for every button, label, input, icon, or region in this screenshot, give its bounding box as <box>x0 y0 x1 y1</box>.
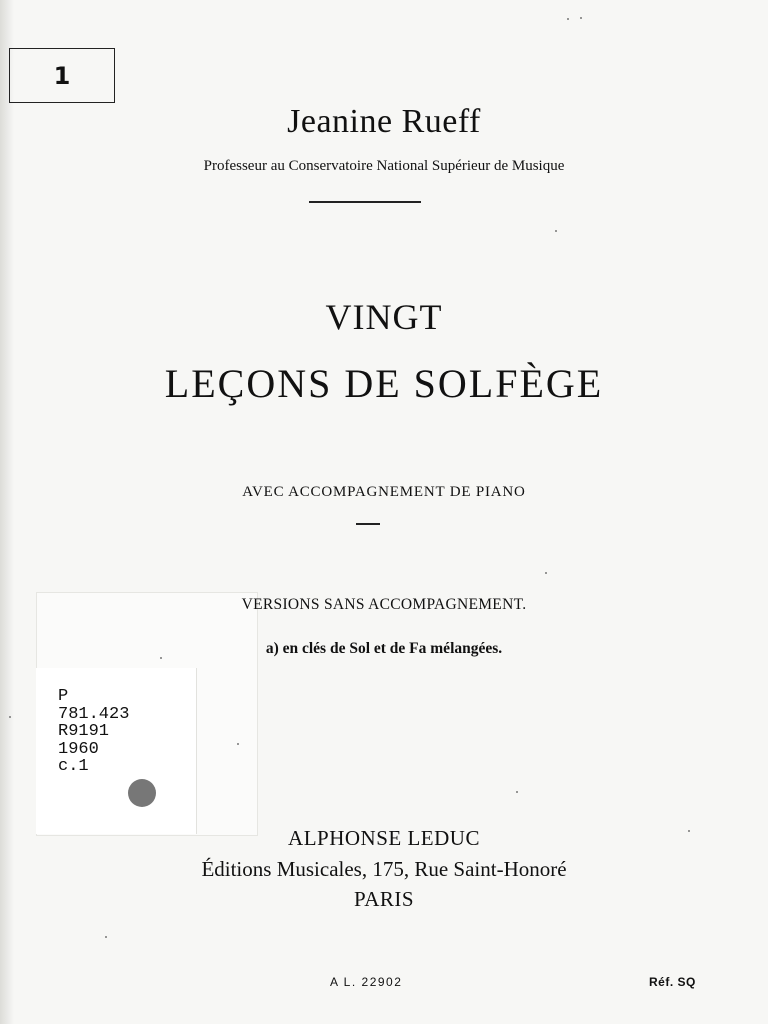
scan-speck <box>105 936 107 938</box>
scan-speck <box>580 17 582 19</box>
scan-speck <box>237 743 239 745</box>
call-number-line: R9191 <box>58 722 110 741</box>
scan-speck <box>160 657 162 659</box>
scan-speck <box>545 572 547 574</box>
publisher-city: PARIS <box>353 887 415 911</box>
publisher-address: Éditions Musicales, 175, Rue Saint-Honoré <box>201 857 567 881</box>
call-number-line: 781.423 <box>58 704 130 724</box>
scan-speck <box>555 230 557 232</box>
scan-speck <box>688 830 690 832</box>
scan-speck <box>9 716 11 718</box>
scan-speck <box>516 791 518 793</box>
publisher-name: ALPHONSE LEDUC <box>288 826 480 850</box>
call-number-line: P <box>58 687 69 706</box>
call-number-line: c.1 <box>58 757 89 776</box>
scan-speck <box>567 18 569 20</box>
reference-code: Réf. SQ <box>649 975 696 989</box>
title-line-1: VINGT <box>325 297 443 337</box>
version-a: a) en clés de Sol et de Fa mélangées. <box>265 640 503 657</box>
author-title: Professeur au Conservatoire National Supérieur de Musique <box>203 158 565 174</box>
call-number <box>58 688 129 776</box>
sticker-dot <box>128 779 156 807</box>
title-line-2: LEÇONS DE SOLFÈGE <box>164 361 604 406</box>
accompaniment-note: AVEC ACCOMPAGNEMENT DE PIANO <box>242 484 526 500</box>
catalog-number: A L. 22902 <box>330 975 403 989</box>
author-name: Jeanine Rueff <box>287 103 481 140</box>
volume-number-box <box>9 48 115 103</box>
call-number-line: 1960 <box>58 739 99 759</box>
divider-rule <box>309 201 421 203</box>
volume-number: 1 <box>53 61 71 90</box>
versions-heading: VERSIONS SANS ACCOMPAGNEMENT. <box>241 596 527 613</box>
short-divider-rule <box>356 523 380 525</box>
